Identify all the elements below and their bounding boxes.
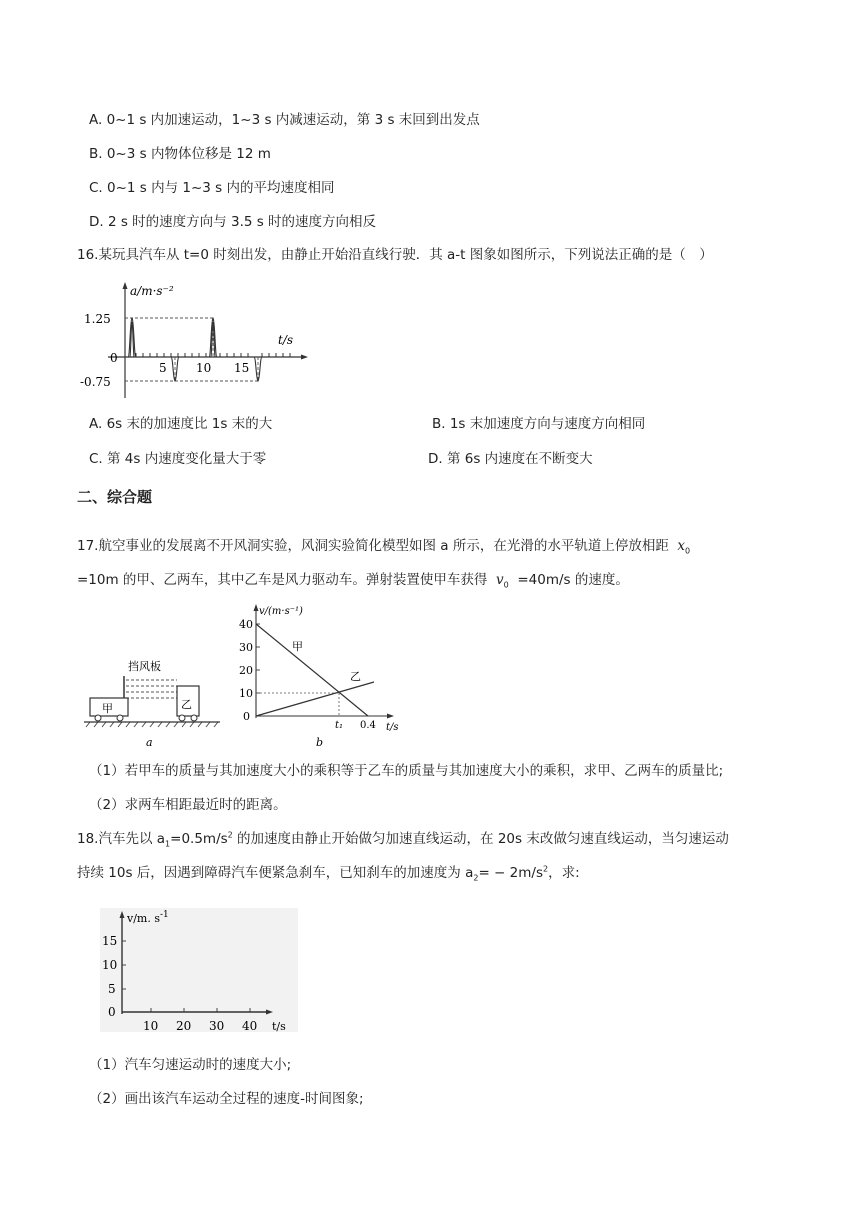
q16-xtick-5: 5 bbox=[159, 361, 167, 375]
svg-text:0: 0 bbox=[108, 1005, 116, 1019]
q16-xtick-15: 15 bbox=[234, 361, 250, 375]
q16-ytick-neg: -0.75 bbox=[80, 375, 111, 389]
fig-b-caption: b bbox=[316, 736, 324, 749]
q18-stem-line1: 18.汽车先以 $a_1=0.5m/s^2$ 的加速度由静止开始做匀加速直线运动，在 20s 末改做匀速直线运动，当匀速运动 bbox=[77, 830, 729, 849]
q16-stem: 16.某玩具汽车从 t=0 时刻出发，由静止开始沿直线行驶．其 a-t 图象如图所示，下列说法正确的是（ ） bbox=[77, 247, 713, 263]
section-title: 二、综合题 bbox=[77, 488, 153, 506]
series-jia-label: 甲 bbox=[292, 640, 303, 653]
svg-text:乙: 乙 bbox=[181, 698, 192, 711]
fig-a-caption: a bbox=[146, 736, 153, 749]
svg-text:t₁: t₁ bbox=[335, 720, 344, 731]
q18-sub1: （1）汽车匀速运动时的速度大小; bbox=[89, 1057, 292, 1073]
svg-text:15: 15 bbox=[102, 934, 118, 948]
svg-text:10: 10 bbox=[143, 1019, 159, 1032]
q17-figure-b bbox=[232, 600, 412, 752]
q18-sub2: （2）画出该汽车运动全过程的速度-时间图象; bbox=[89, 1091, 364, 1107]
svg-text:30: 30 bbox=[239, 641, 253, 654]
q17-sub1: （1）若甲车的质量与其加速度大小的乘积等于乙车的质量与其加速度大小的乘积，求甲、乙两车的质量比; bbox=[89, 763, 724, 779]
series-yi-line bbox=[256, 682, 374, 716]
svg-text:40: 40 bbox=[242, 1019, 258, 1032]
q16-ytick-1.25: 1.25 bbox=[84, 312, 111, 326]
svg-text:10: 10 bbox=[239, 687, 253, 700]
q17-stem-line2: =10m 的甲、乙两车，其中乙车是风力驱动车。弹射装置使甲车获得 $v_0 =40m/s$ 的速度。 bbox=[77, 572, 629, 590]
svg-text:0.4: 0.4 bbox=[360, 720, 376, 731]
svg-text:30: 30 bbox=[209, 1019, 225, 1032]
svg-text:40: 40 bbox=[239, 618, 253, 631]
q17-figure-a bbox=[80, 650, 240, 750]
q16-option-a: A. 6s 末的加速度比 1s 末的大 bbox=[89, 416, 273, 432]
q16-option-c: C. 第 4s 内速度变化量大于零 bbox=[89, 451, 267, 467]
q18-vt-graph bbox=[100, 908, 298, 1032]
q16-ytick-0: 0 bbox=[110, 351, 118, 365]
q18-stem-line2: 持续 10s 后，因遇到障碍汽车便紧急刹车，已知刹车的加速度为 $a_2= - 2m/s^2$，求: bbox=[77, 864, 580, 883]
svg-text:20: 20 bbox=[176, 1019, 192, 1032]
svg-text:甲: 甲 bbox=[102, 702, 113, 715]
q17-stem-line1: 17.航空事业的发展离不开风洞实验，风洞实验简化模型如图 a 所示，在光滑的水平轨道上停放相距 $x_0$ bbox=[77, 538, 691, 556]
q18-xlabel: t/s bbox=[272, 1020, 286, 1032]
svg-text:20: 20 bbox=[239, 664, 253, 677]
fig-b-ylabel: v/(m·s⁻¹) bbox=[259, 606, 303, 617]
q16-ylabel: a/m·s⁻² bbox=[130, 284, 174, 298]
q15-option-a: A. 0~1 s 内加速运动，1~3 s 内减速运动，第 3 s 末回到出发点 bbox=[89, 112, 480, 128]
q15-option-c: C. 0~1 s 内与 1~3 s 内的平均速度相同 bbox=[89, 180, 335, 196]
q16-at-graph bbox=[78, 278, 310, 408]
svg-text:10: 10 bbox=[102, 958, 118, 972]
q16-option-d: D. 第 6s 内速度在不断变大 bbox=[428, 451, 593, 467]
q16-xlabel: t/s bbox=[278, 333, 294, 347]
q15-option-b: B. 0~3 s 内物体位移是 12 m bbox=[89, 146, 271, 162]
wind-board-label: 挡风板 bbox=[128, 660, 161, 673]
fig-b-xlabel: t/s bbox=[386, 722, 399, 733]
q16-xtick-10: 10 bbox=[196, 361, 212, 375]
svg-text:0: 0 bbox=[243, 710, 250, 723]
svg-text:5: 5 bbox=[108, 982, 116, 996]
q16-option-b: B. 1s 末加速度方向与速度方向相同 bbox=[432, 416, 646, 432]
q18-ylabel: v/m. $s^{-1}$ bbox=[127, 910, 169, 925]
series-yi-label: 乙 bbox=[350, 670, 361, 683]
q15-option-d: D. 2 s 时的速度方向与 3.5 s 时的速度方向相反 bbox=[89, 214, 377, 230]
q17-sub2: （2）求两车相距最近时的距离。 bbox=[89, 797, 287, 813]
